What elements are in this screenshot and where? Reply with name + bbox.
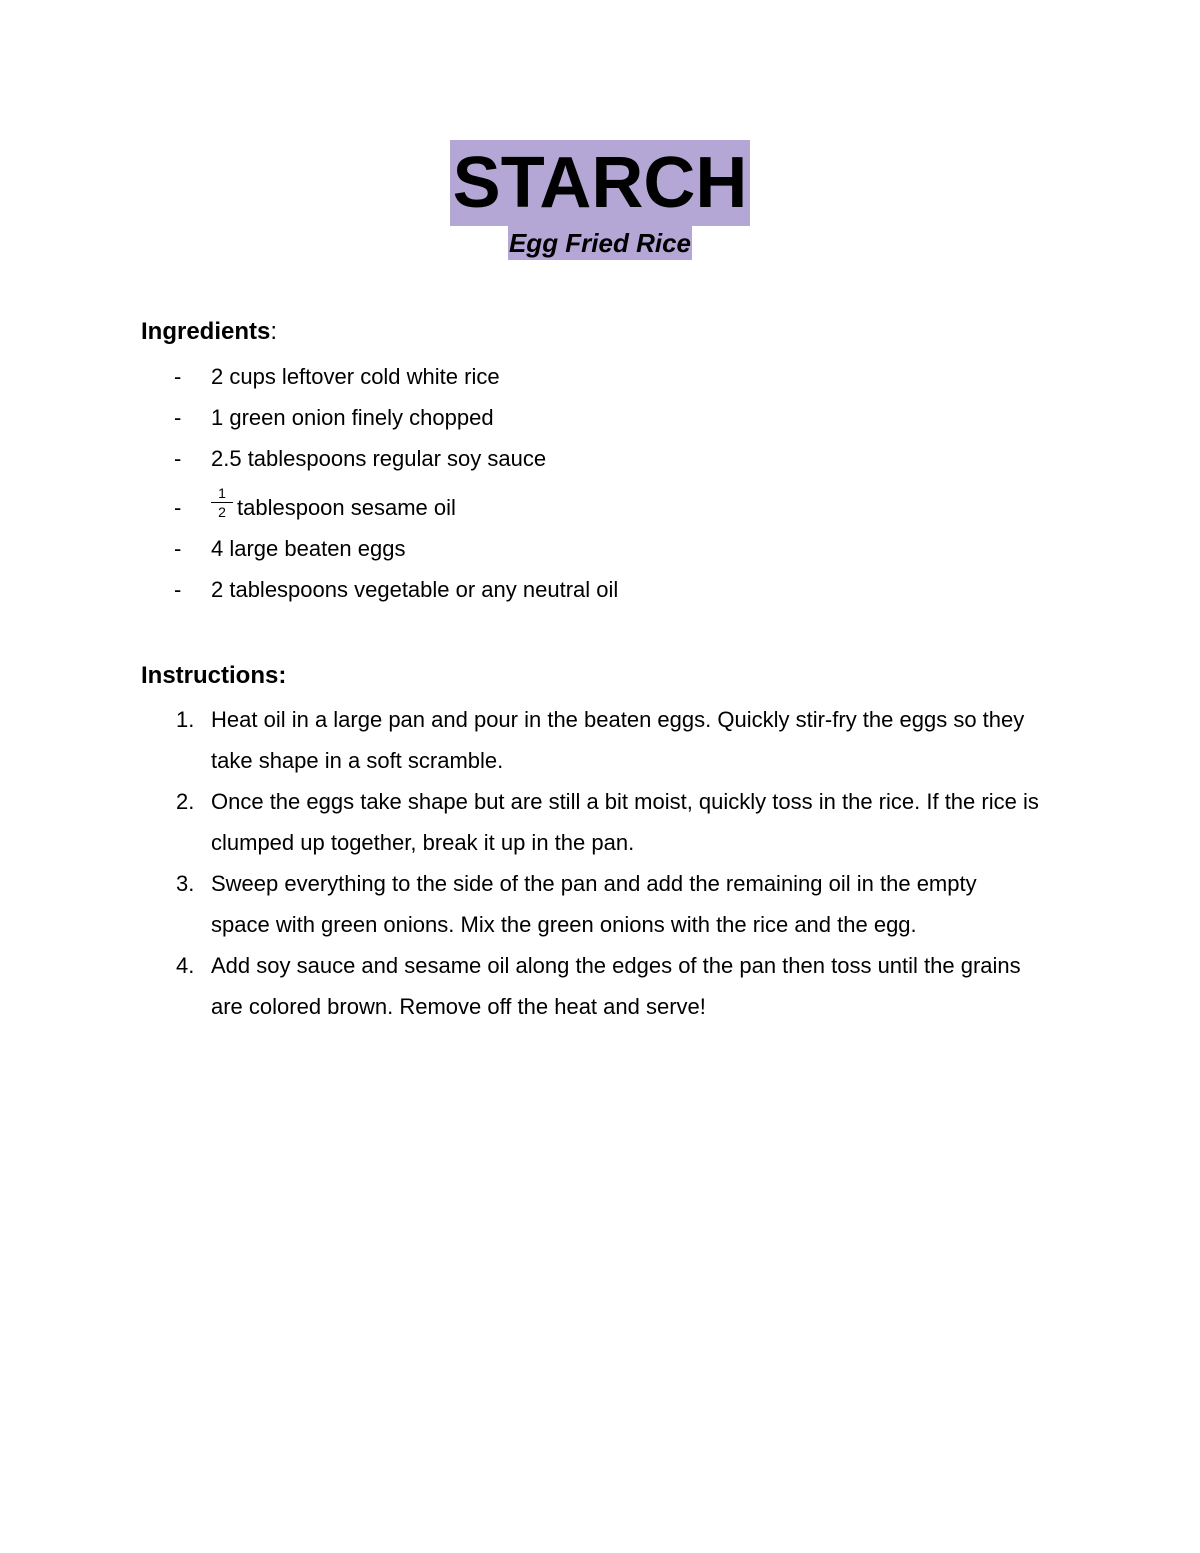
ingredient-text: 1 green onion finely chopped (211, 405, 494, 430)
bullet-dash: - (174, 577, 182, 602)
ingredient-text: 4 large beaten eggs (211, 536, 406, 561)
half-fraction (211, 485, 233, 520)
ingredient-text: 2.5 tablespoons regular soy sauce (211, 446, 547, 471)
instructions-heading (141, 661, 286, 691)
list-item (0, 945, 1041, 1027)
bullet-dash: - (174, 536, 182, 561)
ingredients-heading-colon: : (270, 318, 278, 345)
step-number: 2. (176, 789, 195, 814)
step-number: 1. (176, 707, 195, 732)
page-title: STARCH (450, 140, 751, 226)
step-text: Add soy sauce and sesame oil along the edges of the pan then toss until the grains are colored brown. Remove off the heat and serve! (211, 953, 1021, 1019)
list-item (0, 863, 1041, 945)
instructions-list (0, 699, 1041, 1027)
ingredient-text: 2 tablespoons vegetable or any neutral oil (211, 577, 619, 602)
list-item (0, 699, 1041, 781)
instructions-heading-label: Instructions (141, 662, 279, 689)
step-number: 4. (176, 953, 195, 978)
bullet-dash: - (174, 364, 182, 389)
ingredients-heading-label: Ingredients (141, 318, 271, 345)
bullet-dash: - (174, 405, 182, 430)
list-item (0, 781, 1041, 863)
ingredients-heading (141, 317, 277, 347)
step-text: Sweep everything to the side of the pan and add the remaining oil in the empty space with green onions. Mix the green onions with the rice and the egg. (211, 871, 977, 937)
bullet-dash: - (174, 446, 182, 471)
instructions-heading-colon: : (278, 662, 287, 689)
step-text: Once the eggs take shape but are still a bit moist, quickly toss in the rice. If the rice is clumped up together, break it up in the pan. (211, 789, 1039, 855)
fraction-denominator: 2 (218, 504, 226, 520)
bullet-dash: - (174, 495, 182, 520)
step-number: 3. (176, 871, 195, 896)
ingredient-text: 2 cups leftover cold white rice (211, 364, 500, 389)
ingredient-text: tablespoon sesame oil (237, 495, 456, 520)
fraction-numerator: 1 (211, 485, 233, 503)
recipe-subtitle: Egg Fried Rice (508, 228, 692, 258)
step-text: Heat oil in a large pan and pour in the beaten eggs. Quickly stir-fry the eggs so they take shape in a soft scramble. (211, 707, 1025, 773)
title-block (0, 140, 1200, 260)
